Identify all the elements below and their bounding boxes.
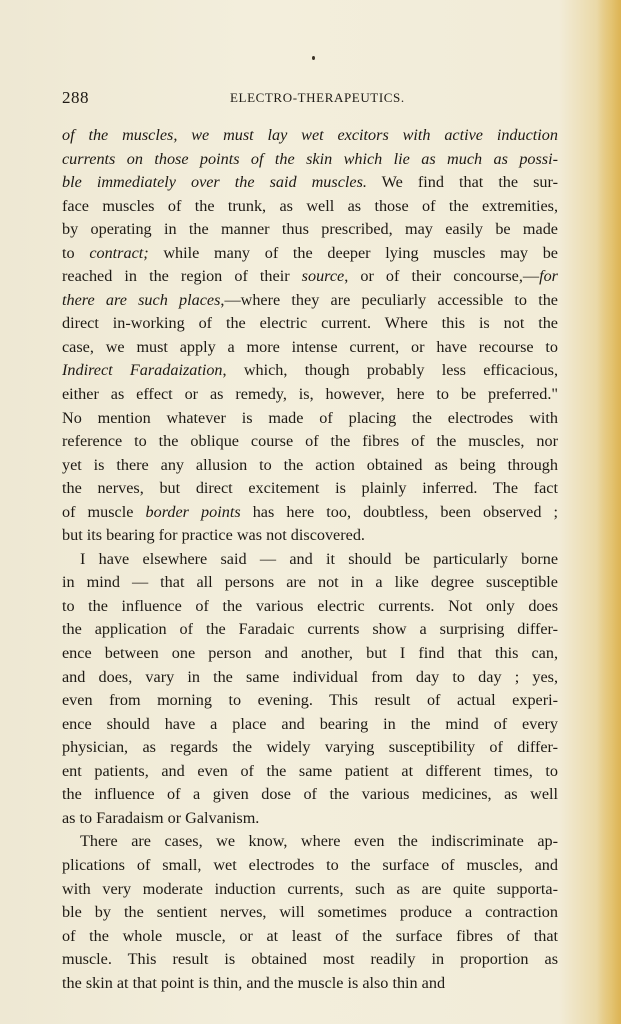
text-line <box>62 807 558 831</box>
print-speck <box>312 56 315 60</box>
text-run: with very moderate induction currents, such as are quite supporta- <box>62 879 558 898</box>
text-line <box>62 736 558 760</box>
italic-run: Indirect Faradaization <box>62 361 223 380</box>
text-run: the application of the Faradaic currents show a surprising differ- <box>62 620 558 639</box>
italic-run: of the muscles, we must lay wet excitors with active induction <box>62 126 558 144</box>
text-line <box>62 171 558 195</box>
text-run: There are cases, we know, where even the indiscriminate ap- <box>80 832 558 851</box>
text-line <box>62 477 558 501</box>
text-run: No mention whatever is made of placing the electrodes with <box>62 408 558 427</box>
italic-run: ble immediately over the said muscles. <box>62 173 367 192</box>
text-line <box>62 454 558 478</box>
text-run: by operating in the manner thus prescribed, may easily be made <box>62 220 558 239</box>
paragraph <box>62 830 558 995</box>
text-run: the nerves, but direct excitement is plainly inferred. The fact <box>62 479 558 498</box>
text-run: reached in the region of their <box>62 267 302 286</box>
text-line <box>62 595 558 619</box>
text-run: but its bearing for practice was not discovered. <box>62 526 365 545</box>
italic-run: contract; <box>89 243 149 262</box>
text-line <box>62 925 558 949</box>
text-line <box>62 312 558 336</box>
page-number: 288 <box>62 88 89 107</box>
text-run: has here too, doubtless, been observed ; <box>240 502 559 521</box>
text-line <box>62 760 558 784</box>
text-run: We find that the sur- <box>366 173 558 192</box>
text-run: ence between one person and another, but I find that this can, <box>62 644 558 663</box>
text-run: as to Faradaism or Galvanism. <box>62 808 260 827</box>
text-line <box>62 548 558 572</box>
text-line <box>62 359 558 383</box>
text-line <box>62 124 558 148</box>
italic-run: there are such places <box>62 290 221 309</box>
paragraph <box>62 124 558 548</box>
text-run: of the whole muscle, or at least of the surface fibres of that <box>62 926 558 945</box>
text-run: to the influence of the various electric currents. Not only does <box>62 596 558 615</box>
text-line <box>62 666 558 690</box>
text-line <box>62 501 558 525</box>
text-run: ,—where they are peculiarly accessible to the <box>220 290 558 309</box>
text-line <box>62 195 558 219</box>
text-run: either as effect or as remedy, is, however, here to be preferred." <box>62 385 558 404</box>
text-run: and does, vary in the same individual from day to day ; yes, <box>62 667 558 686</box>
text-run: to <box>62 243 90 262</box>
running-header <box>62 88 558 110</box>
text-line <box>62 948 558 972</box>
italic-run: for <box>539 267 558 286</box>
text-run: the influence of a given dose of the various medicines, as well <box>62 785 558 804</box>
text-line <box>62 854 558 878</box>
text-run: muscle. This result is obtained most readily in proportion as <box>62 950 558 969</box>
text-run: face muscles of the trunk, as well as those of the extremities, <box>62 196 558 215</box>
text-line <box>62 713 558 737</box>
italic-run: source <box>301 267 345 286</box>
text-line <box>62 783 558 807</box>
text-run: yet is there any allusion to the action obtained as being through <box>62 455 558 474</box>
text-run: direct in-working of the electric current. Where this is not the <box>62 314 558 333</box>
text-run: plications of small, wet electrodes to the surface of muscles, and <box>62 855 558 874</box>
text-line <box>62 289 558 313</box>
text-run: while many of the deeper lying muscles may be <box>148 243 558 262</box>
text-line <box>62 901 558 925</box>
body-text <box>62 124 558 995</box>
text-line <box>62 571 558 595</box>
text-line <box>62 689 558 713</box>
text-run: even from morning to evening. This result of actual experi- <box>62 691 558 710</box>
text-line <box>62 830 558 854</box>
text-line <box>62 383 558 407</box>
text-line <box>62 430 558 454</box>
text-line <box>62 218 558 242</box>
text-run: physician, as regards the widely varying susceptibility of differ- <box>62 738 558 757</box>
text-run: reference to the oblique course of the fibres of the muscles, nor <box>62 432 558 451</box>
text-run: I have elsewhere said — and it should be particularly borne <box>80 549 558 568</box>
text-line <box>62 265 558 289</box>
text-run: case, we must apply a more intense current, or have recourse to <box>62 337 558 356</box>
text-line <box>62 618 558 642</box>
page-edge-shading <box>597 0 621 1024</box>
text-run: the skin at that point is thin, and the muscle is also thin and <box>62 973 446 992</box>
italic-run: currents on those points of the skin which lie as much as possi- <box>62 149 558 168</box>
text-line <box>62 878 558 902</box>
text-line <box>62 642 558 666</box>
text-line <box>62 524 558 548</box>
paragraph <box>62 548 558 831</box>
text-line <box>62 148 558 172</box>
text-run: ence should have a place and bearing in the mind of every <box>62 714 558 733</box>
italic-run: border points <box>145 502 241 521</box>
text-run: in mind — that all persons are not in a like degree susceptible <box>62 573 558 592</box>
text-run: , or of their concourse,— <box>344 267 540 286</box>
text-line <box>62 407 558 431</box>
text-run: ble by the sentient nerves, will sometimes produce a contraction <box>62 903 558 922</box>
text-run: , which, though probably less efficacious, <box>222 361 558 380</box>
text-run: ent patients, and even of the same patient at different times, to <box>62 761 558 780</box>
text-run: of muscle <box>62 502 146 521</box>
text-line <box>62 972 558 996</box>
text-line <box>62 336 558 360</box>
text-line <box>62 242 558 266</box>
running-title: ELECTRO-THERAPEUTICS. <box>230 90 405 105</box>
